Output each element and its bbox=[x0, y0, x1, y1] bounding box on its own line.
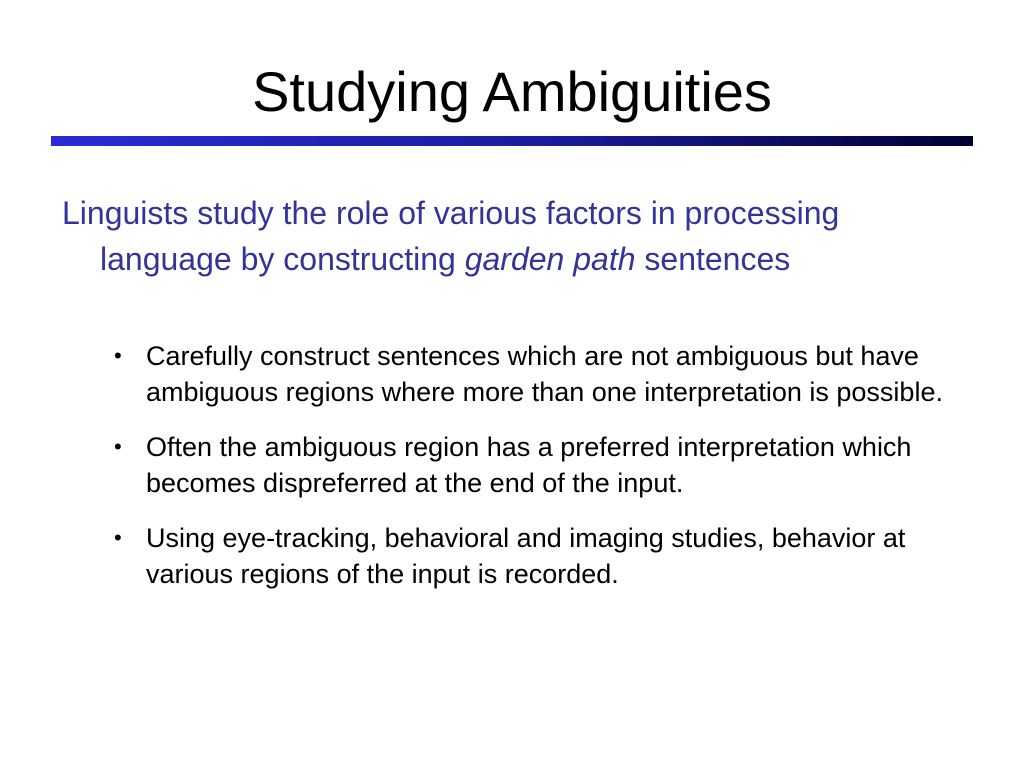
sub-bullet-text: Often the ambiguous region has a preferred interpretation which becomes dispreferred at the end of the input. bbox=[146, 432, 912, 498]
main-point-text-after: sentences bbox=[635, 241, 791, 277]
bullet-dot-icon: • bbox=[114, 434, 122, 459]
sub-bullet-item bbox=[110, 520, 970, 592]
title-divider bbox=[51, 136, 973, 146]
slide-title: Studying Ambiguities bbox=[252, 60, 772, 123]
sub-bullet-text: Carefully construct sentences which are not ambiguous but have ambiguous regions where more than one interpretation is possible. bbox=[146, 341, 943, 407]
main-point bbox=[62, 190, 950, 282]
sub-bullet-item bbox=[110, 338, 970, 410]
bullet-dot-icon: • bbox=[114, 525, 122, 550]
main-point-text-before: Linguists study the role of various factors in processing language by constructing bbox=[62, 195, 840, 277]
sub-bullet-list bbox=[110, 338, 970, 611]
main-point-emphasis: garden path bbox=[464, 241, 636, 277]
bullet-dot-icon: • bbox=[114, 343, 122, 368]
sub-bullet-item bbox=[110, 429, 970, 501]
sub-bullet-text: Using eye-tracking, behavioral and imaging studies, behavior at various regions of the input is recorded. bbox=[146, 523, 906, 589]
